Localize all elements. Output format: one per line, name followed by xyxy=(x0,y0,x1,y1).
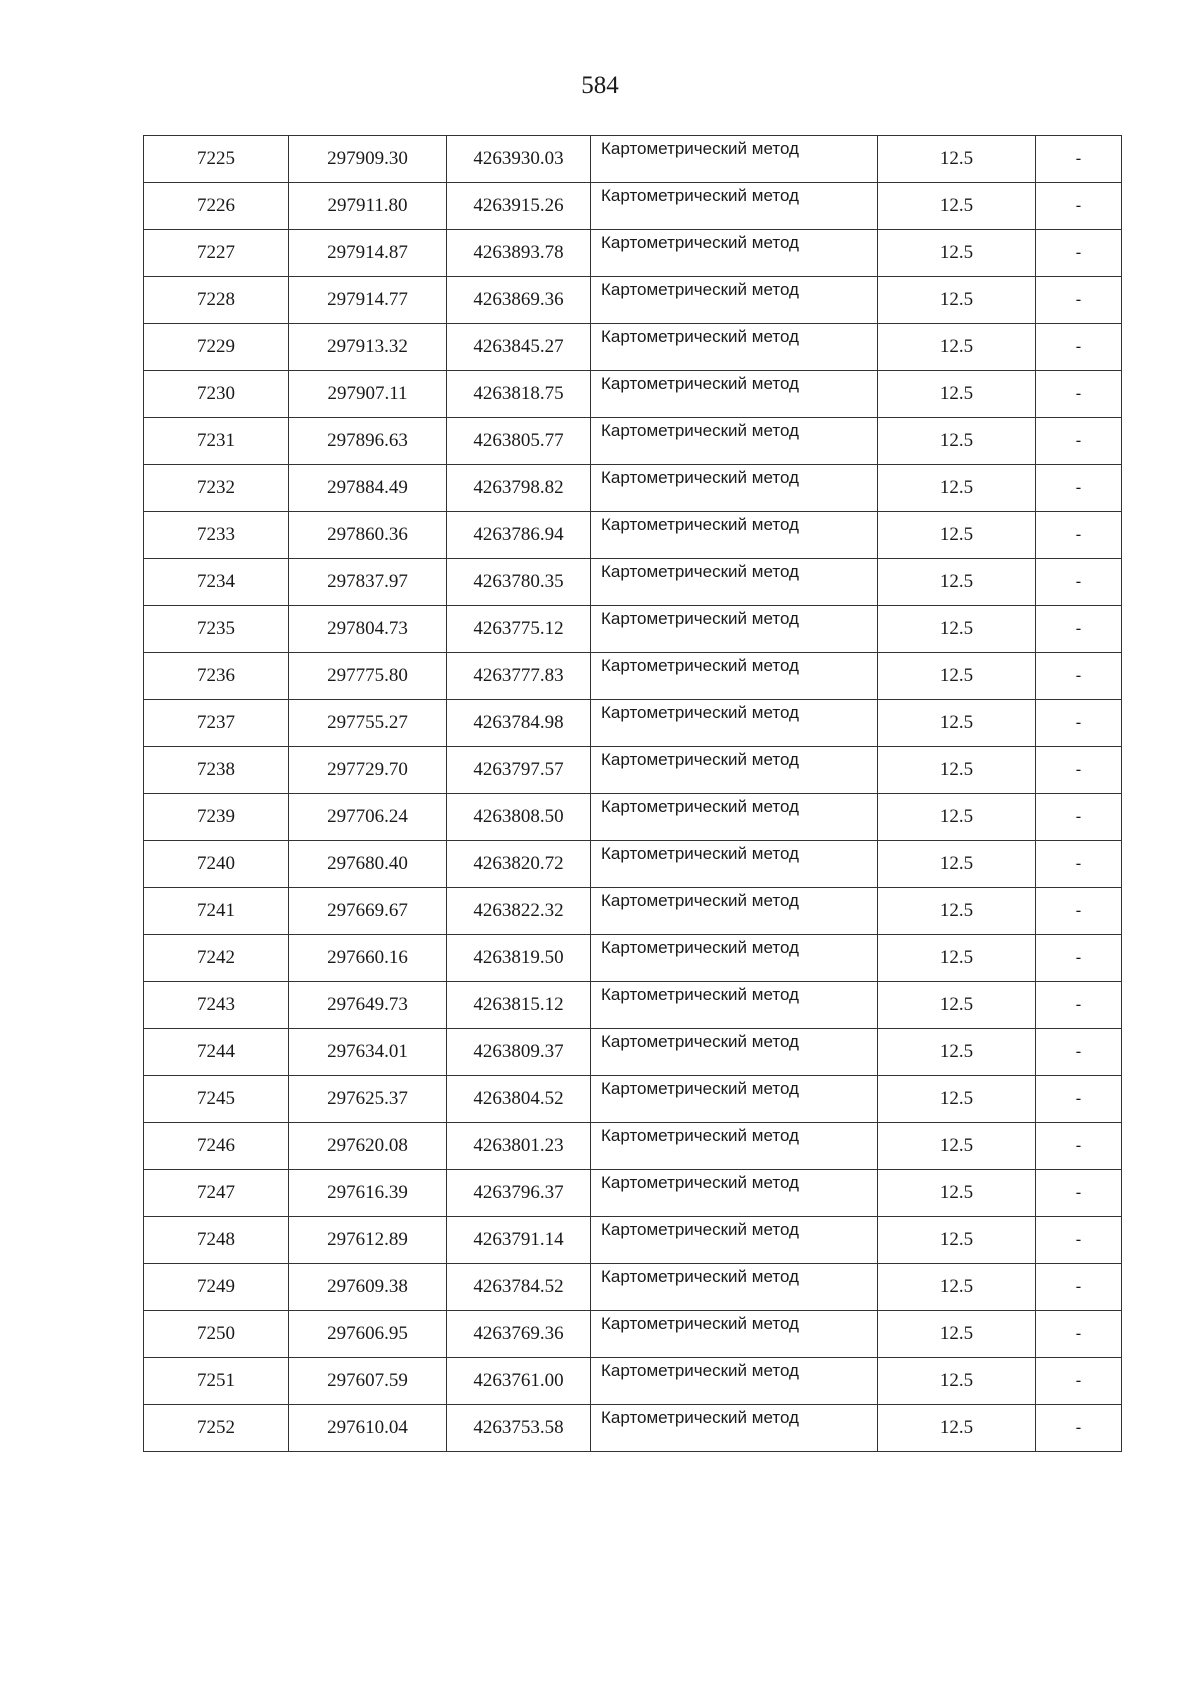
point-number-cell: 7230 xyxy=(144,371,289,418)
x-coordinate-cell: 297616.39 xyxy=(289,1170,447,1217)
y-coordinate-cell: 4263801.23 xyxy=(447,1123,591,1170)
table-row xyxy=(144,136,1122,183)
x-coordinate-cell: 297913.32 xyxy=(289,324,447,371)
point-number-cell: 7249 xyxy=(144,1264,289,1311)
x-coordinate-cell: 297609.38 xyxy=(289,1264,447,1311)
note-cell: - xyxy=(1036,841,1122,888)
table-row xyxy=(144,653,1122,700)
point-number-cell: 7244 xyxy=(144,1029,289,1076)
method-cell: Картометрический метод xyxy=(591,371,878,418)
point-number-cell: 7237 xyxy=(144,700,289,747)
accuracy-cell: 12.5 xyxy=(878,1311,1036,1358)
table-row xyxy=(144,512,1122,559)
accuracy-cell: 12.5 xyxy=(878,1405,1036,1452)
method-cell: Картометрический метод xyxy=(591,1405,878,1452)
table-row xyxy=(144,1076,1122,1123)
note-cell: - xyxy=(1036,1076,1122,1123)
note-cell: - xyxy=(1036,935,1122,982)
note-cell: - xyxy=(1036,230,1122,277)
x-coordinate-cell: 297607.59 xyxy=(289,1358,447,1405)
y-coordinate-cell: 4263791.14 xyxy=(447,1217,591,1264)
note-cell: - xyxy=(1036,512,1122,559)
point-number-cell: 7242 xyxy=(144,935,289,982)
accuracy-cell: 12.5 xyxy=(878,1264,1036,1311)
x-coordinate-cell: 297606.95 xyxy=(289,1311,447,1358)
method-cell: Картометрический метод xyxy=(591,1311,878,1358)
y-coordinate-cell: 4263869.36 xyxy=(447,277,591,324)
accuracy-cell: 12.5 xyxy=(878,1217,1036,1264)
accuracy-cell: 12.5 xyxy=(878,700,1036,747)
accuracy-cell: 12.5 xyxy=(878,1076,1036,1123)
point-number-cell: 7252 xyxy=(144,1405,289,1452)
method-cell: Картометрический метод xyxy=(591,1358,878,1405)
accuracy-cell: 12.5 xyxy=(878,418,1036,465)
table-row xyxy=(144,418,1122,465)
table-row xyxy=(144,935,1122,982)
x-coordinate-cell: 297914.77 xyxy=(289,277,447,324)
note-cell: - xyxy=(1036,1170,1122,1217)
method-cell: Картометрический метод xyxy=(591,1076,878,1123)
note-cell: - xyxy=(1036,1264,1122,1311)
note-cell: - xyxy=(1036,465,1122,512)
method-cell: Картометрический метод xyxy=(591,700,878,747)
table-row xyxy=(144,1123,1122,1170)
table-row xyxy=(144,1170,1122,1217)
x-coordinate-cell: 297680.40 xyxy=(289,841,447,888)
y-coordinate-cell: 4263775.12 xyxy=(447,606,591,653)
table-row xyxy=(144,183,1122,230)
point-number-cell: 7236 xyxy=(144,653,289,700)
y-coordinate-cell: 4263798.82 xyxy=(447,465,591,512)
point-number-cell: 7241 xyxy=(144,888,289,935)
y-coordinate-cell: 4263808.50 xyxy=(447,794,591,841)
point-number-cell: 7226 xyxy=(144,183,289,230)
accuracy-cell: 12.5 xyxy=(878,371,1036,418)
page-number: 584 xyxy=(581,72,619,99)
x-coordinate-cell: 297775.80 xyxy=(289,653,447,700)
method-cell: Картометрический метод xyxy=(591,1123,878,1170)
table-row xyxy=(144,324,1122,371)
y-coordinate-cell: 4263796.37 xyxy=(447,1170,591,1217)
accuracy-cell: 12.5 xyxy=(878,559,1036,606)
point-number-cell: 7231 xyxy=(144,418,289,465)
accuracy-cell: 12.5 xyxy=(878,512,1036,559)
y-coordinate-cell: 4263915.26 xyxy=(447,183,591,230)
x-coordinate-cell: 297914.87 xyxy=(289,230,447,277)
accuracy-cell: 12.5 xyxy=(878,136,1036,183)
y-coordinate-cell: 4263809.37 xyxy=(447,1029,591,1076)
y-coordinate-cell: 4263930.03 xyxy=(447,136,591,183)
method-cell: Картометрический метод xyxy=(591,230,878,277)
point-number-cell: 7225 xyxy=(144,136,289,183)
table-row xyxy=(144,559,1122,606)
method-cell: Картометрический метод xyxy=(591,1264,878,1311)
y-coordinate-cell: 4263845.27 xyxy=(447,324,591,371)
table-row xyxy=(144,1311,1122,1358)
note-cell: - xyxy=(1036,1217,1122,1264)
point-number-cell: 7233 xyxy=(144,512,289,559)
x-coordinate-cell: 297909.30 xyxy=(289,136,447,183)
method-cell: Картометрический метод xyxy=(591,982,878,1029)
table-row xyxy=(144,888,1122,935)
table-row xyxy=(144,1217,1122,1264)
note-cell: - xyxy=(1036,183,1122,230)
note-cell: - xyxy=(1036,418,1122,465)
x-coordinate-cell: 297706.24 xyxy=(289,794,447,841)
note-cell: - xyxy=(1036,277,1122,324)
x-coordinate-cell: 297755.27 xyxy=(289,700,447,747)
x-coordinate-cell: 297884.49 xyxy=(289,465,447,512)
x-coordinate-cell: 297660.16 xyxy=(289,935,447,982)
method-cell: Картометрический метод xyxy=(591,888,878,935)
point-number-cell: 7250 xyxy=(144,1311,289,1358)
note-cell: - xyxy=(1036,1358,1122,1405)
accuracy-cell: 12.5 xyxy=(878,982,1036,1029)
accuracy-cell: 12.5 xyxy=(878,841,1036,888)
table-row xyxy=(144,747,1122,794)
x-coordinate-cell: 297612.89 xyxy=(289,1217,447,1264)
accuracy-cell: 12.5 xyxy=(878,747,1036,794)
accuracy-cell: 12.5 xyxy=(878,935,1036,982)
x-coordinate-cell: 297907.11 xyxy=(289,371,447,418)
y-coordinate-cell: 4263784.98 xyxy=(447,700,591,747)
table-row xyxy=(144,230,1122,277)
method-cell: Картометрический метод xyxy=(591,1029,878,1076)
point-number-cell: 7247 xyxy=(144,1170,289,1217)
note-cell: - xyxy=(1036,371,1122,418)
note-cell: - xyxy=(1036,324,1122,371)
accuracy-cell: 12.5 xyxy=(878,888,1036,935)
note-cell: - xyxy=(1036,1123,1122,1170)
table-row xyxy=(144,1358,1122,1405)
point-number-cell: 7246 xyxy=(144,1123,289,1170)
note-cell: - xyxy=(1036,559,1122,606)
method-cell: Картометрический метод xyxy=(591,418,878,465)
method-cell: Картометрический метод xyxy=(591,465,878,512)
y-coordinate-cell: 4263893.78 xyxy=(447,230,591,277)
table-row xyxy=(144,1029,1122,1076)
accuracy-cell: 12.5 xyxy=(878,606,1036,653)
y-coordinate-cell: 4263780.35 xyxy=(447,559,591,606)
accuracy-cell: 12.5 xyxy=(878,653,1036,700)
method-cell: Картометрический метод xyxy=(591,136,878,183)
method-cell: Картометрический метод xyxy=(591,183,878,230)
y-coordinate-cell: 4263784.52 xyxy=(447,1264,591,1311)
table-row xyxy=(144,794,1122,841)
point-number-cell: 7235 xyxy=(144,606,289,653)
x-coordinate-cell: 297625.37 xyxy=(289,1076,447,1123)
table-row xyxy=(144,277,1122,324)
accuracy-cell: 12.5 xyxy=(878,465,1036,512)
note-cell: - xyxy=(1036,982,1122,1029)
y-coordinate-cell: 4263786.94 xyxy=(447,512,591,559)
method-cell: Картометрический метод xyxy=(591,606,878,653)
y-coordinate-cell: 4263769.36 xyxy=(447,1311,591,1358)
y-coordinate-cell: 4263815.12 xyxy=(447,982,591,1029)
accuracy-cell: 12.5 xyxy=(878,183,1036,230)
method-cell: Картометрический метод xyxy=(591,841,878,888)
note-cell: - xyxy=(1036,888,1122,935)
point-number-cell: 7234 xyxy=(144,559,289,606)
x-coordinate-cell: 297610.04 xyxy=(289,1405,447,1452)
y-coordinate-cell: 4263797.57 xyxy=(447,747,591,794)
method-cell: Картометрический метод xyxy=(591,277,878,324)
table-row xyxy=(144,1405,1122,1452)
note-cell: - xyxy=(1036,1311,1122,1358)
y-coordinate-cell: 4263819.50 xyxy=(447,935,591,982)
point-number-cell: 7227 xyxy=(144,230,289,277)
table-row xyxy=(144,371,1122,418)
y-coordinate-cell: 4263761.00 xyxy=(447,1358,591,1405)
x-coordinate-cell: 297896.63 xyxy=(289,418,447,465)
y-coordinate-cell: 4263777.83 xyxy=(447,653,591,700)
table-row xyxy=(144,606,1122,653)
method-cell: Картометрический метод xyxy=(591,512,878,559)
accuracy-cell: 12.5 xyxy=(878,1123,1036,1170)
x-coordinate-cell: 297804.73 xyxy=(289,606,447,653)
x-coordinate-cell: 297649.73 xyxy=(289,982,447,1029)
y-coordinate-cell: 4263822.32 xyxy=(447,888,591,935)
y-coordinate-cell: 4263753.58 xyxy=(447,1405,591,1452)
point-number-cell: 7251 xyxy=(144,1358,289,1405)
accuracy-cell: 12.5 xyxy=(878,277,1036,324)
method-cell: Картометрический метод xyxy=(591,935,878,982)
x-coordinate-cell: 297860.36 xyxy=(289,512,447,559)
method-cell: Картометрический метод xyxy=(591,653,878,700)
table-row xyxy=(144,841,1122,888)
point-number-cell: 7248 xyxy=(144,1217,289,1264)
x-coordinate-cell: 297669.67 xyxy=(289,888,447,935)
point-number-cell: 7245 xyxy=(144,1076,289,1123)
y-coordinate-cell: 4263805.77 xyxy=(447,418,591,465)
note-cell: - xyxy=(1036,747,1122,794)
method-cell: Картометрический метод xyxy=(591,559,878,606)
table-row xyxy=(144,465,1122,512)
x-coordinate-cell: 297634.01 xyxy=(289,1029,447,1076)
point-number-cell: 7232 xyxy=(144,465,289,512)
accuracy-cell: 12.5 xyxy=(878,230,1036,277)
x-coordinate-cell: 297837.97 xyxy=(289,559,447,606)
note-cell: - xyxy=(1036,1029,1122,1076)
note-cell: - xyxy=(1036,1405,1122,1452)
point-number-cell: 7239 xyxy=(144,794,289,841)
note-cell: - xyxy=(1036,136,1122,183)
point-number-cell: 7243 xyxy=(144,982,289,1029)
note-cell: - xyxy=(1036,653,1122,700)
accuracy-cell: 12.5 xyxy=(878,1358,1036,1405)
method-cell: Картометрический метод xyxy=(591,747,878,794)
method-cell: Картометрический метод xyxy=(591,1217,878,1264)
note-cell: - xyxy=(1036,700,1122,747)
method-cell: Картометрический метод xyxy=(591,794,878,841)
coordinates-table xyxy=(143,135,1122,1452)
table-row xyxy=(144,982,1122,1029)
method-cell: Картометрический метод xyxy=(591,1170,878,1217)
point-number-cell: 7229 xyxy=(144,324,289,371)
x-coordinate-cell: 297620.08 xyxy=(289,1123,447,1170)
method-cell: Картометрический метод xyxy=(591,324,878,371)
accuracy-cell: 12.5 xyxy=(878,794,1036,841)
point-number-cell: 7238 xyxy=(144,747,289,794)
note-cell: - xyxy=(1036,606,1122,653)
y-coordinate-cell: 4263804.52 xyxy=(447,1076,591,1123)
point-number-cell: 7240 xyxy=(144,841,289,888)
table-row xyxy=(144,700,1122,747)
x-coordinate-cell: 297729.70 xyxy=(289,747,447,794)
note-cell: - xyxy=(1036,794,1122,841)
point-number-cell: 7228 xyxy=(144,277,289,324)
accuracy-cell: 12.5 xyxy=(878,1170,1036,1217)
coordinates-table-body xyxy=(144,136,1122,1452)
y-coordinate-cell: 4263818.75 xyxy=(447,371,591,418)
x-coordinate-cell: 297911.80 xyxy=(289,183,447,230)
accuracy-cell: 12.5 xyxy=(878,324,1036,371)
y-coordinate-cell: 4263820.72 xyxy=(447,841,591,888)
accuracy-cell: 12.5 xyxy=(878,1029,1036,1076)
table-row xyxy=(144,1264,1122,1311)
